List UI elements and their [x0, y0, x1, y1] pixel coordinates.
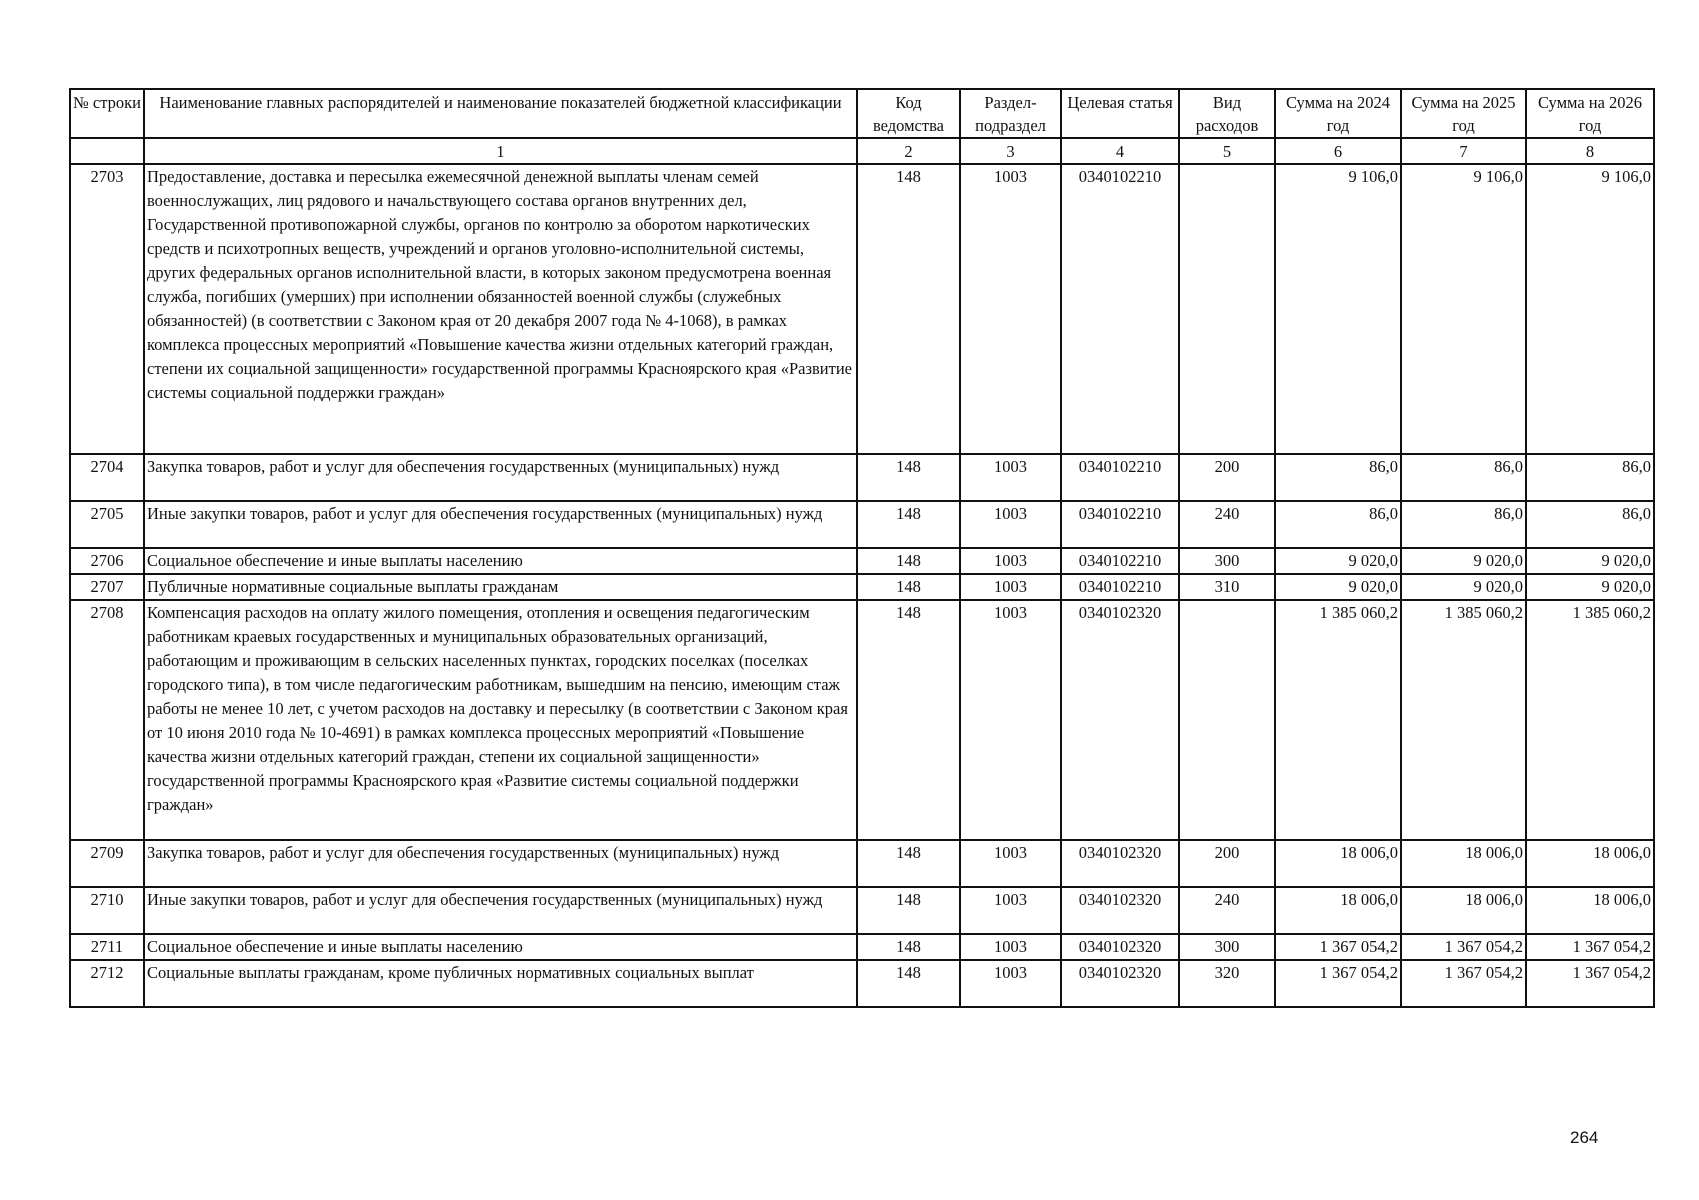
row-sum-2025: 1 367 054,2 — [1401, 934, 1526, 960]
table-header — [70, 89, 1654, 164]
row-target: 0340102320 — [1061, 600, 1179, 840]
header-sum-2024: Сумма на 2024 год — [1275, 89, 1401, 138]
row-section: 1003 — [960, 164, 1061, 454]
row-dept-code: 148 — [857, 574, 960, 600]
header-name: Наименование главных распорядителей и наименование показателей бюджетной классификации — [144, 89, 857, 138]
row-name: Компенсация расходов на оплату жилого помещения, отопления и освещения педагогическим работникам краевых государственных и муниципальных образовательных организаций, работающим и проживающим в сельских населенных пунктах, городских поселках (поселках городского типа), в том числе педагогическим работникам, вышедшим на пенсию, имеющим стаж работы не менее 10 лет, с учетом расходов на доставку и пересылку (в соответствии с Законом края от 10 июня 2010 года № 10-4691) в рамках комплекса процессных мероприятий «Повышение качества жизни отдельных категорий граждан, степени их социальной защищенности» государственной программы Красноярского края «Развитие системы социальной поддержки граждан» — [144, 600, 857, 840]
header-target: Целевая статья — [1061, 89, 1179, 138]
row-section: 1003 — [960, 548, 1061, 574]
row-expense-type: 240 — [1179, 501, 1275, 548]
row-number: 2708 — [70, 600, 144, 840]
row-expense-type — [1179, 164, 1275, 454]
row-sum-2026: 9 020,0 — [1526, 548, 1654, 574]
row-sum-2025: 18 006,0 — [1401, 887, 1526, 934]
row-dept-code: 148 — [857, 548, 960, 574]
row-dept-code: 148 — [857, 501, 960, 548]
row-name: Закупка товаров, работ и услуг для обеспечения государственных (муниципальных) нужд — [144, 454, 857, 501]
row-sum-2026: 1 385 060,2 — [1526, 600, 1654, 840]
row-sum-2025: 9 106,0 — [1401, 164, 1526, 454]
row-sum-2025: 9 020,0 — [1401, 574, 1526, 600]
table-row — [70, 454, 1654, 501]
row-number: 2711 — [70, 934, 144, 960]
row-expense-type: 300 — [1179, 548, 1275, 574]
column-number: 6 — [1275, 138, 1401, 164]
row-section: 1003 — [960, 840, 1061, 887]
row-number: 2704 — [70, 454, 144, 501]
table-row — [70, 574, 1654, 600]
row-sum-2024: 18 006,0 — [1275, 887, 1401, 934]
row-expense-type: 300 — [1179, 934, 1275, 960]
row-name: Иные закупки товаров, работ и услуг для обеспечения государственных (муниципальных) нужд — [144, 887, 857, 934]
row-target: 0340102210 — [1061, 454, 1179, 501]
row-name: Иные закупки товаров, работ и услуг для обеспечения государственных (муниципальных) нужд — [144, 501, 857, 548]
table-row — [70, 548, 1654, 574]
row-number: 2705 — [70, 501, 144, 548]
row-sum-2025: 1 367 054,2 — [1401, 960, 1526, 1007]
row-section: 1003 — [960, 934, 1061, 960]
column-number: 5 — [1179, 138, 1275, 164]
column-number: 7 — [1401, 138, 1526, 164]
row-expense-type: 310 — [1179, 574, 1275, 600]
row-name: Социальные выплаты гражданам, кроме публичных нормативных социальных выплат — [144, 960, 857, 1007]
table-row — [70, 887, 1654, 934]
row-sum-2026: 18 006,0 — [1526, 840, 1654, 887]
row-dept-code: 148 — [857, 840, 960, 887]
row-sum-2024: 9 020,0 — [1275, 574, 1401, 600]
column-number: 4 — [1061, 138, 1179, 164]
table-row — [70, 164, 1654, 454]
column-number: 8 — [1526, 138, 1654, 164]
row-sum-2025: 86,0 — [1401, 501, 1526, 548]
row-target: 0340102320 — [1061, 887, 1179, 934]
row-number: 2707 — [70, 574, 144, 600]
row-section: 1003 — [960, 887, 1061, 934]
row-name: Социальное обеспечение и иные выплаты населению — [144, 934, 857, 960]
column-number-row — [70, 138, 1654, 164]
row-section: 1003 — [960, 574, 1061, 600]
row-sum-2026: 9 020,0 — [1526, 574, 1654, 600]
row-target: 0340102210 — [1061, 574, 1179, 600]
row-sum-2025: 86,0 — [1401, 454, 1526, 501]
row-sum-2026: 86,0 — [1526, 501, 1654, 548]
column-number: 2 — [857, 138, 960, 164]
budget-table — [69, 88, 1655, 1008]
row-target: 0340102210 — [1061, 501, 1179, 548]
row-dept-code: 148 — [857, 934, 960, 960]
row-sum-2024: 18 006,0 — [1275, 840, 1401, 887]
row-section: 1003 — [960, 600, 1061, 840]
row-dept-code: 148 — [857, 164, 960, 454]
row-sum-2026: 86,0 — [1526, 454, 1654, 501]
column-number: 1 — [144, 138, 857, 164]
row-sum-2026: 9 106,0 — [1526, 164, 1654, 454]
table-row — [70, 934, 1654, 960]
header-sum-2026: Сумма на 2026 год — [1526, 89, 1654, 138]
row-name: Закупка товаров, работ и услуг для обеспечения государственных (муниципальных) нужд — [144, 840, 857, 887]
row-number: 2706 — [70, 548, 144, 574]
row-number: 2703 — [70, 164, 144, 454]
row-sum-2026: 1 367 054,2 — [1526, 960, 1654, 1007]
row-sum-2026: 1 367 054,2 — [1526, 934, 1654, 960]
row-expense-type: 200 — [1179, 840, 1275, 887]
row-section: 1003 — [960, 454, 1061, 501]
row-sum-2024: 1 385 060,2 — [1275, 600, 1401, 840]
row-expense-type: 240 — [1179, 887, 1275, 934]
page-number: 264 — [1570, 1128, 1599, 1147]
row-section: 1003 — [960, 501, 1061, 548]
table-row — [70, 960, 1654, 1007]
column-number: 3 — [960, 138, 1061, 164]
row-sum-2024: 9 020,0 — [1275, 548, 1401, 574]
header-row-no: № строки — [70, 89, 144, 138]
row-expense-type: 200 — [1179, 454, 1275, 501]
row-sum-2024: 86,0 — [1275, 454, 1401, 501]
row-number: 2712 — [70, 960, 144, 1007]
table-row — [70, 840, 1654, 887]
header-expense-type: Вид расходов — [1179, 89, 1275, 138]
row-target: 0340102320 — [1061, 960, 1179, 1007]
row-sum-2024: 9 106,0 — [1275, 164, 1401, 454]
row-sum-2024: 86,0 — [1275, 501, 1401, 548]
row-target: 0340102210 — [1061, 164, 1179, 454]
row-target: 0340102320 — [1061, 840, 1179, 887]
row-number: 2709 — [70, 840, 144, 887]
row-number: 2710 — [70, 887, 144, 934]
row-expense-type: 320 — [1179, 960, 1275, 1007]
row-sum-2025: 18 006,0 — [1401, 840, 1526, 887]
row-target: 0340102210 — [1061, 548, 1179, 574]
row-name: Социальное обеспечение и иные выплаты населению — [144, 548, 857, 574]
header-row — [70, 89, 1654, 138]
row-name: Предоставление, доставка и пересылка ежемесячной денежной выплаты членам семей военнослужащих, лиц рядового и начальствующего состава органов внутренних дел, Государственной противопожарной службы, органов по контролю за оборотом наркотических средств и психотропных веществ, учреждений и органов уголовно-исполнительной системы, других федеральных органов исполнительной власти, в которых законом предусмотрена военная служба, погибших (умерших) при исполнении обязанностей военной службы (служебных обязанностей) (в соответствии с Законом края от 20 декабря 2007 года № 4-1068), в рамках комплекса процессных мероприятий «Повышение качества жизни отдельных категорий граждан, степени их социальной защищенности» государственной программы Красноярского края «Развитие системы социальной поддержки граждан» — [144, 164, 857, 454]
row-dept-code: 148 — [857, 600, 960, 840]
header-sum-2025: Сумма на 2025 год — [1401, 89, 1526, 138]
row-sum-2025: 1 385 060,2 — [1401, 600, 1526, 840]
row-dept-code: 148 — [857, 454, 960, 501]
row-dept-code: 148 — [857, 887, 960, 934]
row-target: 0340102320 — [1061, 934, 1179, 960]
row-dept-code: 148 — [857, 960, 960, 1007]
row-sum-2024: 1 367 054,2 — [1275, 934, 1401, 960]
row-sum-2024: 1 367 054,2 — [1275, 960, 1401, 1007]
row-section: 1003 — [960, 960, 1061, 1007]
row-expense-type — [1179, 600, 1275, 840]
header-section: Раздел-подраздел — [960, 89, 1061, 138]
row-name: Публичные нормативные социальные выплаты гражданам — [144, 574, 857, 600]
column-number — [70, 138, 144, 164]
row-sum-2026: 18 006,0 — [1526, 887, 1654, 934]
header-dept-code: Код ведомства — [857, 89, 960, 138]
row-sum-2025: 9 020,0 — [1401, 548, 1526, 574]
table-body — [70, 164, 1654, 1007]
table-row — [70, 600, 1654, 840]
table-row — [70, 501, 1654, 548]
